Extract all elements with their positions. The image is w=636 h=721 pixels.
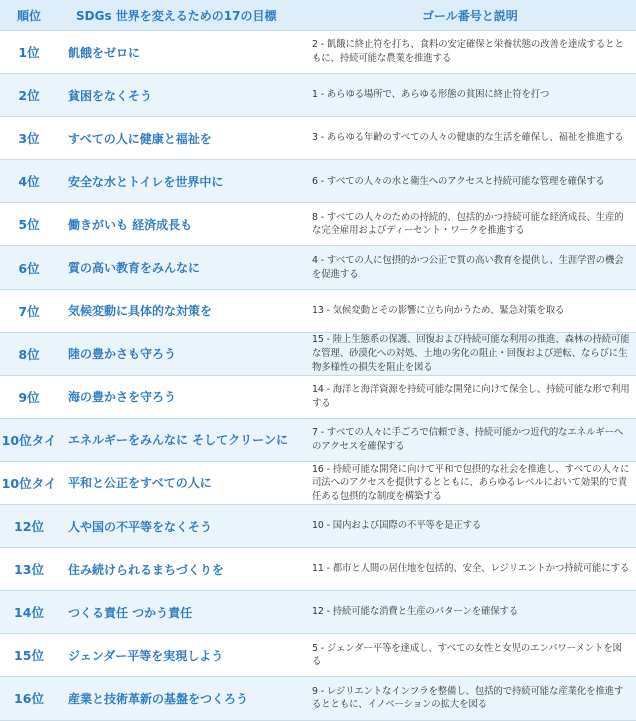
table-row bbox=[0, 74, 636, 117]
description-cell: 13 - 気候変動とその影響に立ち向かうため、緊急対策を取る bbox=[306, 289, 636, 332]
table-row bbox=[0, 289, 636, 332]
rank-cell: 8位 bbox=[0, 332, 58, 375]
description-cell: 10 - 国内および国際の不平等を是正する bbox=[306, 505, 636, 548]
table-row bbox=[0, 117, 636, 160]
goal-cell: 質の高い教育をみんなに bbox=[58, 246, 306, 289]
table-body bbox=[0, 31, 636, 721]
description-cell: 6 - すべての人々の水と衛生へのアクセスと持続可能な管理を確保する bbox=[306, 160, 636, 203]
goal-cell: エネルギーをみんなに そしてクリーンに bbox=[58, 418, 306, 461]
table-row bbox=[0, 461, 636, 504]
table-row bbox=[0, 375, 636, 418]
description-cell: 14 - 海洋と海洋資源を持続可能な開発に向けて保全し、持続可能な形で利用する bbox=[306, 375, 636, 418]
rank-cell: 9位 bbox=[0, 375, 58, 418]
goal-cell: 安全な水とトイレを世界中に bbox=[58, 160, 306, 203]
goal-cell: 働きがいも 経済成長も bbox=[58, 203, 306, 246]
goal-cell: 住み続けられるまちづくりを bbox=[58, 548, 306, 591]
table-row bbox=[0, 591, 636, 634]
rank-cell: 14位 bbox=[0, 591, 58, 634]
table-row bbox=[0, 634, 636, 677]
description-cell: 2 - 飢餓に終止符を打ち、食料の安定確保と栄養状態の改善を達成するとともに、持続可能な農業を推進する bbox=[306, 31, 636, 74]
rank-cell: 1位 bbox=[0, 31, 58, 74]
rank-cell: 5位 bbox=[0, 203, 58, 246]
header-description: ゴール番号と説明 bbox=[306, 0, 636, 31]
description-cell: 4 - すべての人に包摂的かつ公正で質の高い教育を提供し、生涯学習の機会を促進する bbox=[306, 246, 636, 289]
rank-cell: 7位 bbox=[0, 289, 58, 332]
table-row bbox=[0, 203, 636, 246]
rank-cell: 15位 bbox=[0, 634, 58, 677]
goal-cell: 産業と技術革新の基盤をつくろう bbox=[58, 677, 306, 720]
description-cell: 8 - すべての人々のための持続的、包括的かつ持続可能な経済成長、生産的な完全雇用およびディーセント・ワークを推進する bbox=[306, 203, 636, 246]
header-row bbox=[0, 0, 636, 31]
rank-cell: 4位 bbox=[0, 160, 58, 203]
description-cell: 11 - 都市と人間の居住地を包括的、安全、レジリエントかつ持続可能にする bbox=[306, 548, 636, 591]
rank-cell: 6位 bbox=[0, 246, 58, 289]
table-header bbox=[0, 0, 636, 31]
rank-cell: 2位 bbox=[0, 74, 58, 117]
table-row bbox=[0, 548, 636, 591]
rank-cell: 10位タイ bbox=[0, 418, 58, 461]
goal-cell: 貧困をなくそう bbox=[58, 74, 306, 117]
goal-cell: 陸の豊かさも守ろう bbox=[58, 332, 306, 375]
description-cell: 5 - ジェンダー平等を達成し、すべての女性と女児のエンパワーメントを図る bbox=[306, 634, 636, 677]
table-row bbox=[0, 677, 636, 720]
description-cell: 7 - すべての人々に手ごろで信頼でき、持続可能かつ近代的なエネルギーへのアクセスを確保する bbox=[306, 418, 636, 461]
table-row bbox=[0, 31, 636, 74]
goal-cell: 平和と公正をすべての人に bbox=[58, 461, 306, 504]
table-row bbox=[0, 332, 636, 375]
goal-cell: 気候変動に具体的な対策を bbox=[58, 289, 306, 332]
rank-cell: 12位 bbox=[0, 505, 58, 548]
table-row bbox=[0, 418, 636, 461]
description-cell: 15 - 陸上生態系の保護、回復および持続可能な利用の推進、森林の持続可能な管理、砂漠化への対処、土地の劣化の阻止・回復および逆転、ならびに生物多様性の損失を阻止を図る bbox=[306, 332, 636, 375]
goal-cell: すべての人に健康と福祉を bbox=[58, 117, 306, 160]
goal-cell: ジェンダー平等を実現しよう bbox=[58, 634, 306, 677]
goal-cell: 海の豊かさを守ろう bbox=[58, 375, 306, 418]
table-row bbox=[0, 505, 636, 548]
description-cell: 9 - レジリエントなインフラを整備し、包括的で持続可能な産業化を推進するとともに、イノベーションの拡大を図る bbox=[306, 677, 636, 720]
description-cell: 12 - 持続可能な消費と生産のパターンを確保する bbox=[306, 591, 636, 634]
goal-cell: 人や国の不平等をなくそう bbox=[58, 505, 306, 548]
description-cell: 3 - あらゆる年齢のすべての人々の健康的な生活を確保し、福祉を推進する bbox=[306, 117, 636, 160]
header-rank: 順位 bbox=[0, 0, 58, 31]
goal-cell: 飢餓をゼロに bbox=[58, 31, 306, 74]
description-cell: 1 - あらゆる場所で、あらゆる形態の貧困に終止符を打つ bbox=[306, 74, 636, 117]
header-goal: SDGs 世界を変えるための17の目標 bbox=[58, 0, 306, 31]
table-row bbox=[0, 246, 636, 289]
rank-cell: 16位 bbox=[0, 677, 58, 720]
rank-cell: 10位タイ bbox=[0, 461, 58, 504]
rank-cell: 3位 bbox=[0, 117, 58, 160]
table-row bbox=[0, 160, 636, 203]
rank-cell: 13位 bbox=[0, 548, 58, 591]
goal-cell: つくる責任 つかう責任 bbox=[58, 591, 306, 634]
description-cell: 16 - 持続可能な開発に向けて平和で包摂的な社会を推進し、すべての人々に司法へのアクセスを提供するとともに、あらゆるレベルにおいて効果的で責任ある包摂的な制度を構築する bbox=[306, 461, 636, 504]
